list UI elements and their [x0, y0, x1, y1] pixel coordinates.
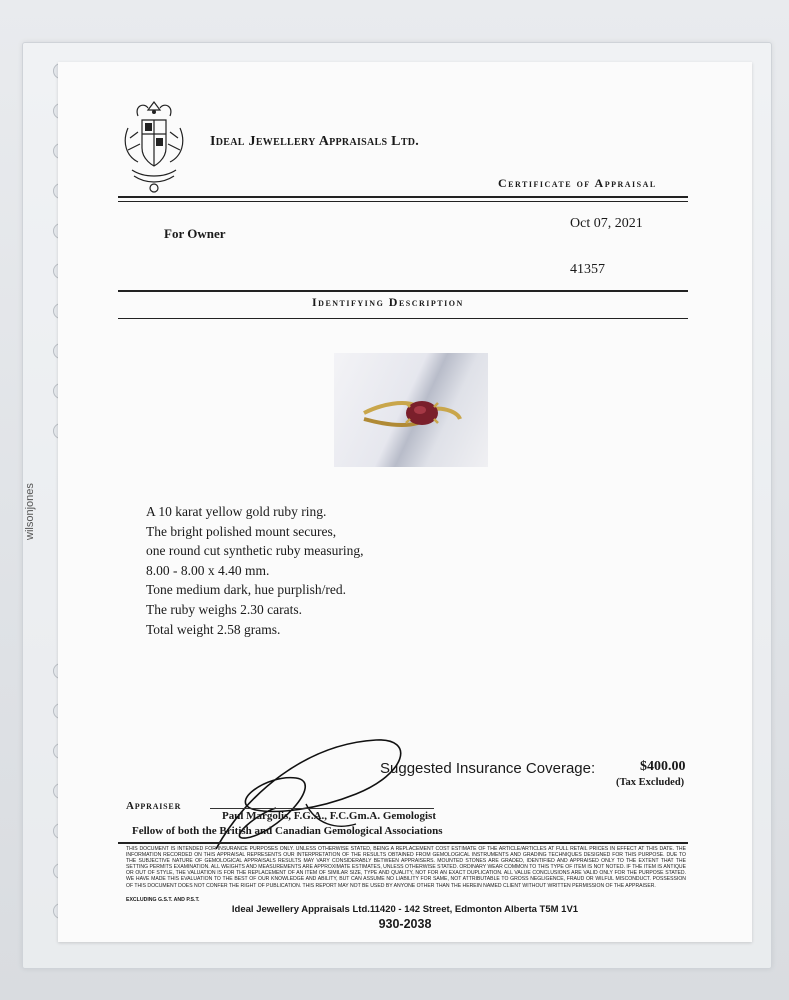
appraiser-name: Paul Margolis, F.G.A., F.C.Gm.A. Gemologist	[222, 810, 436, 822]
certificate-number: 41357	[570, 262, 605, 277]
description-line: Total weight 2.58 grams.	[146, 621, 281, 637]
certificate-date: Oct 07, 2021	[570, 216, 643, 231]
description-line: The bright polished mount secures,	[146, 523, 337, 539]
disclaimer-text: THIS DOCUMENT IS INTENDED FOR INSURANCE PURPOSES ONLY. UNLESS OTHERWISE STATED, BEING A REPLACEMENT COST ESTIMATE OF THE ARTICLE/ARTICLES AT FULL RETAIL PRICES IN EFFECT AT THIS DATE. THE INFORMATION RECORDED ON THIS APPRAISAL REPRESENTS OUR INTERPRETATION OF THE RESULTS OBTAINED FROM GEMOLOGICAL INSTRUMENTS AND GRADING TECHNIQUES DESIGNED FOR THIS PURPOSE. DUE TO THE SUBJECTIVE NATURE OF GEMOLOGICAL APPRAISALS RESULTS MAY VARY CONSIDERABLY BETWEEN APPRAISERS. MOUNTED STONES ARE GRADED, IDENTIFIED AND APPRAISED ONLY TO THE EXTENT THAT THE SETTING PERMITS EXAMINATION. ALL WEIGHTS AND MEASUREMENTS ARE APPROXIMATE ESTIMATES, UNLESS OTHERWISE STATED. ORDINARY WEAR COMMON TO THIS TYPE OF ITEM IS NOT NOTED. IF THE ITEM IS ANTIQUE OR OUT OF STYLE, THE VALUATION IS FOR THE REPLACEMENT OF AN ITEM OF SIMILAR SIZE, TYPE AND QUALITY, NOT FOR AN EXACT DUPLICATION. ALL VALUE CONCLUSIONS ARE VALID ONLY FOR THE PURPOSE STATED. WE HAVE MADE THIS EVALUATION TO THE BEST OF OUR KNOWLEDGE AND ABILITY, BUT CAN ASSUME NO LIABILITY FOR SAME, NOT ATTRIBUTABLE TO GROSS NEGLIGENCE, FRAUD OR WILFUL MISCONDUCT. POSSESSION OF THIS DOCUMENT DOES NOT CONFER THE RIGHT OF PUBLICATION. THIS REPORT MAY NOT BE USED BY ANYONE OTHER THAN THE HEREIN NAMED CLIENT WITHOUT WRITTEN PERMISSION OF THE APPRAISER.	[126, 846, 686, 889]
footer-phone: 930-2038	[378, 917, 432, 931]
certificate-title: Certificate of Appraisal	[498, 176, 657, 190]
ruby-ring-image	[334, 353, 488, 467]
signature-line	[210, 808, 434, 809]
company-name: Ideal Jewellery Appraisals Ltd.	[210, 134, 420, 149]
footer-rule	[118, 842, 688, 844]
description-line: one round cut synthetic ruby measuring,	[146, 543, 364, 559]
coverage-value: $400.00	[640, 759, 686, 774]
protector-brand-mark: wilsonjones	[24, 483, 36, 540]
appraiser-associations: Fellow of both the British and Canadian Gemological Associations	[132, 825, 443, 837]
tax-note: (Tax Excluded)	[616, 777, 685, 788]
section-title: Identifying Description	[312, 295, 464, 309]
appraisal-certificate	[58, 62, 752, 942]
description-line: A 10 karat yellow gold ruby ring.	[146, 504, 327, 519]
section-rule	[118, 318, 688, 319]
ring-photo	[334, 353, 488, 467]
description-line: 8.00 - 8.00 x 4.40 mm.	[146, 562, 270, 578]
appraiser-label: Appraiser	[126, 800, 182, 812]
item-description	[146, 502, 363, 639]
description-line: Tone medium dark, hue purplish/red.	[146, 582, 347, 598]
section-rule	[118, 290, 688, 292]
tax-exclusion-note: EXCLUDING G.S.T. AND P.S.T.	[126, 897, 200, 903]
coverage-label: Suggested Insurance Coverage:	[380, 760, 596, 777]
owner-label: For Owner	[164, 226, 226, 241]
header-rule	[118, 201, 688, 202]
description-line: The ruby weighs 2.30 carats.	[146, 601, 302, 617]
header-rule	[118, 196, 688, 198]
company-crest-icon	[118, 98, 190, 196]
footer-address: Ideal Jewellery Appraisals Ltd.11420 - 142 Street, Edmonton Alberta T5M 1V1	[231, 904, 579, 915]
